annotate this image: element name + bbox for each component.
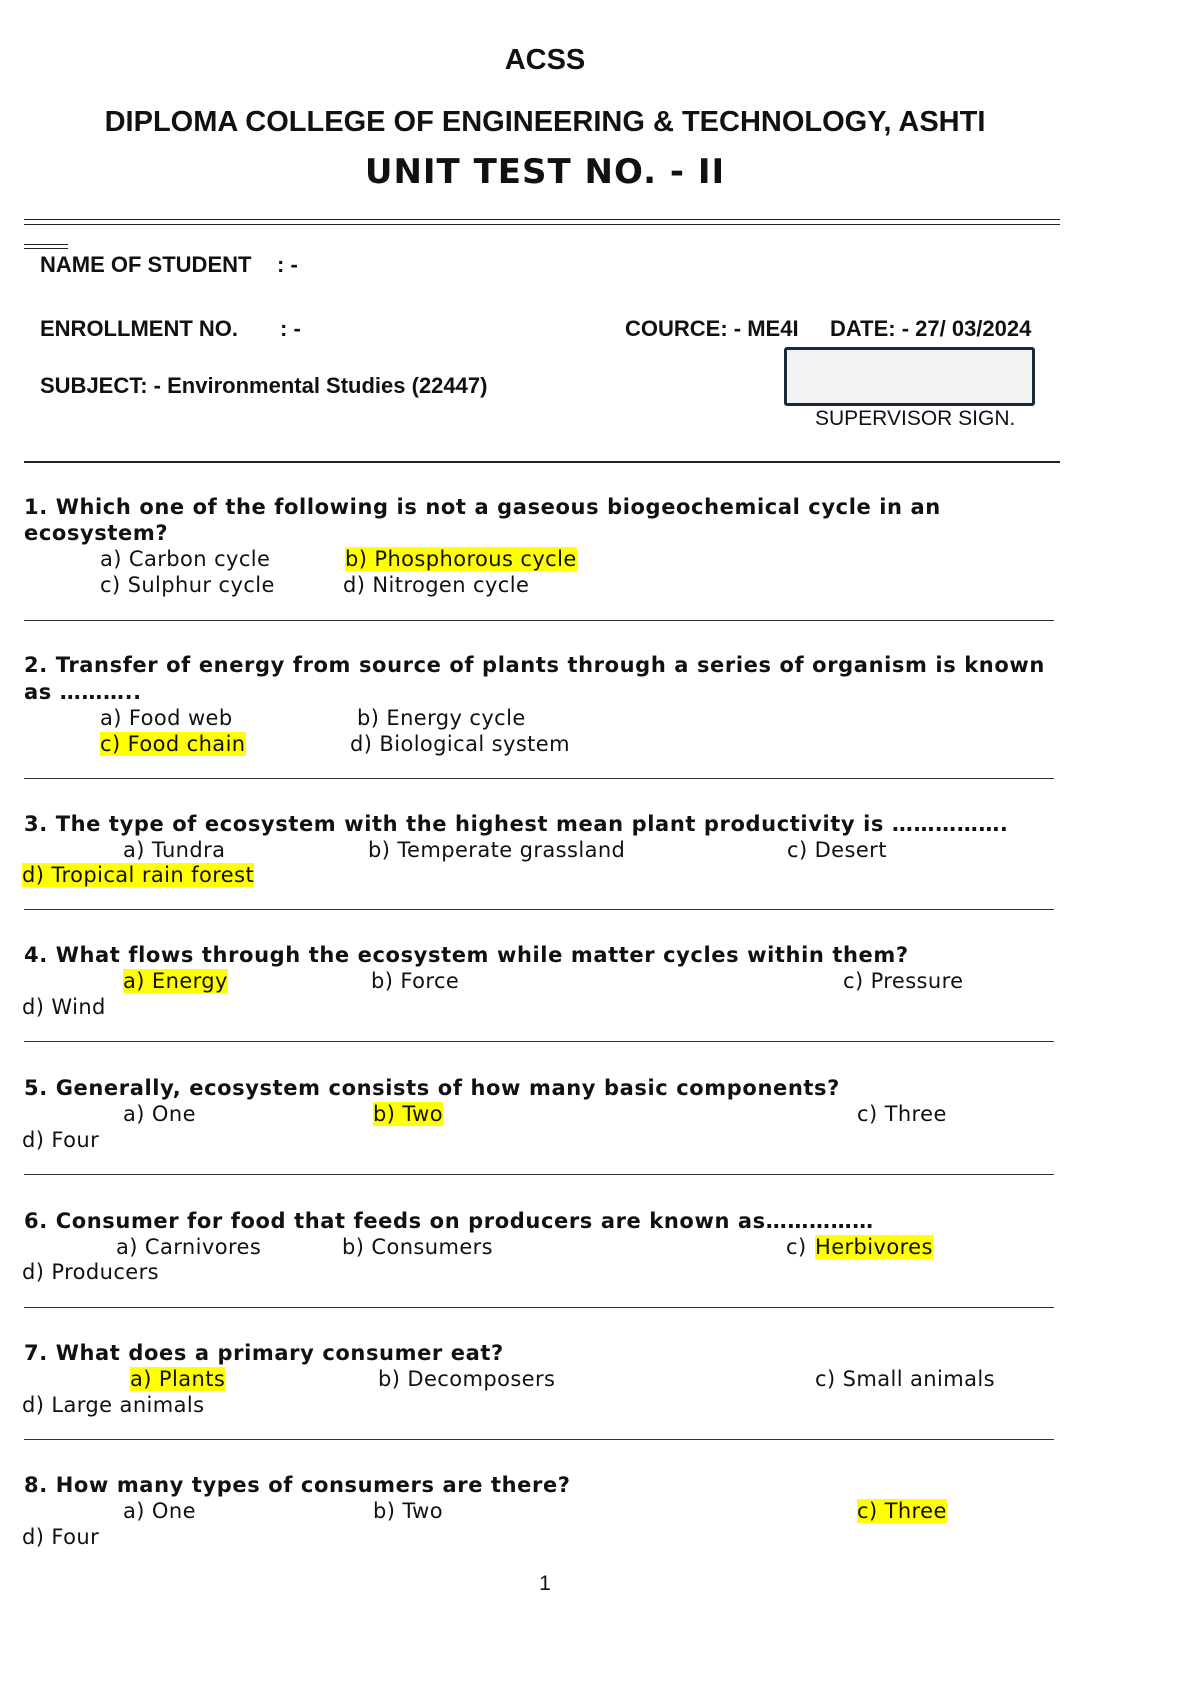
header-rule-bottom xyxy=(24,224,1060,225)
q3-option-b[interactable]: b) Temperate grassland xyxy=(368,838,626,862)
date-field: DATE: - 27/ 03/2024 xyxy=(830,316,1032,341)
q6-option-d[interactable]: d) Producers xyxy=(22,1260,159,1284)
q3-option-c[interactable]: c) Desert xyxy=(787,838,887,862)
q1-option-d[interactable]: d) Nitrogen cycle xyxy=(343,573,530,597)
q8-option-a[interactable]: a) One xyxy=(123,1499,196,1523)
page-number: 1 xyxy=(539,1572,551,1595)
student-name-label: NAME OF STUDENT xyxy=(40,252,252,277)
q4-option-a[interactable]: a) Energy xyxy=(123,969,228,993)
q8-option-d[interactable]: d) Four xyxy=(22,1525,100,1549)
small-rule-mark xyxy=(24,244,68,245)
enrollment-label: ENROLLMENT NO. xyxy=(40,316,238,341)
course-field: COURCE: - ME4I xyxy=(625,316,799,341)
question-separator xyxy=(24,909,1054,910)
question-3-text: 3. The type of ecosystem with the highest mean plant productivity is ……………. xyxy=(24,812,1009,836)
info-rule xyxy=(24,461,1060,463)
q2-option-c[interactable]: c) Food chain xyxy=(100,732,246,756)
question-separator xyxy=(24,1307,1054,1308)
question-separator xyxy=(24,778,1054,779)
q5-option-a[interactable]: a) One xyxy=(123,1102,196,1126)
question-separator xyxy=(24,620,1054,621)
question-4-text: 4. What flows through the ecosystem while matter cycles within them? xyxy=(24,943,909,967)
q1-option-c[interactable]: c) Sulphur cycle xyxy=(100,573,275,597)
q1-option-a[interactable]: a) Carbon cycle xyxy=(100,547,271,571)
test-title: UNIT TEST NO. - II xyxy=(364,152,726,192)
question-7-text: 7. What does a primary consumer eat? xyxy=(24,1341,504,1365)
student-name-sep: : - xyxy=(277,252,298,277)
org-name: ACSS xyxy=(504,44,586,76)
question-8-text: 8. How many types of consumers are there? xyxy=(24,1473,571,1497)
q6-option-a[interactable]: a) Carnivores xyxy=(116,1235,262,1259)
subject-field: SUBJECT: - Environmental Studies (22447) xyxy=(40,373,488,398)
q4-option-b[interactable]: b) Force xyxy=(371,969,460,993)
question-2-text-cont: as ……….. xyxy=(24,680,142,704)
q6-option-b[interactable]: b) Consumers xyxy=(342,1235,494,1259)
question-1-text: 1. Which one of the following is not a gaseous biogeochemical cycle in an xyxy=(24,495,941,519)
q2-option-b[interactable]: b) Energy cycle xyxy=(357,706,526,730)
question-separator xyxy=(24,1174,1054,1175)
question-5-text: 5. Generally, ecosystem consists of how many basic components? xyxy=(24,1076,840,1100)
q5-option-c[interactable]: c) Three xyxy=(857,1102,947,1126)
question-1-text-cont: ecosystem? xyxy=(24,521,169,545)
q5-option-d[interactable]: d) Four xyxy=(22,1128,100,1152)
question-6-text: 6. Consumer for food that feeds on producers are known as…………… xyxy=(24,1209,874,1233)
q2-option-d[interactable]: d) Biological system xyxy=(350,732,570,756)
q8-option-b[interactable]: b) Two xyxy=(373,1499,443,1523)
q5-option-b[interactable]: b) Two xyxy=(373,1102,443,1126)
supervisor-sign-label: SUPERVISOR SIGN. xyxy=(815,407,1016,430)
q7-option-a[interactable]: a) Plants xyxy=(130,1367,226,1391)
q2-option-a[interactable]: a) Food web xyxy=(100,706,233,730)
q7-option-c[interactable]: c) Small animals xyxy=(815,1367,995,1391)
q4-option-d[interactable]: d) Wind xyxy=(22,995,106,1019)
q3-option-a[interactable]: a) Tundra xyxy=(123,838,226,862)
header-rule-top xyxy=(24,219,1060,220)
q7-option-b[interactable]: b) Decomposers xyxy=(378,1367,556,1391)
q8-option-c[interactable]: c) Three xyxy=(857,1499,947,1523)
q4-option-c[interactable]: c) Pressure xyxy=(843,969,964,993)
q6-option-c-answer[interactable]: Herbivores xyxy=(815,1235,933,1259)
q3-option-d[interactable]: d) Tropical rain forest xyxy=(22,863,255,887)
college-name: DIPLOMA COLLEGE OF ENGINEERING & TECHNOLOGY, ASHTI xyxy=(104,106,986,138)
supervisor-sign-box[interactable] xyxy=(784,347,1035,406)
question-separator xyxy=(24,1041,1054,1042)
q6-option-c-prefix[interactable]: c) xyxy=(786,1235,807,1259)
question-2-text: 2. Transfer of energy from source of plants through a series of organism is known xyxy=(24,653,1045,677)
q1-option-b[interactable]: b) Phosphorous cycle xyxy=(345,547,577,571)
enrollment-sep: : - xyxy=(280,316,301,341)
question-separator xyxy=(24,1439,1054,1440)
q7-option-d[interactable]: d) Large animals xyxy=(22,1393,205,1417)
small-rule-mark-2 xyxy=(24,248,68,249)
